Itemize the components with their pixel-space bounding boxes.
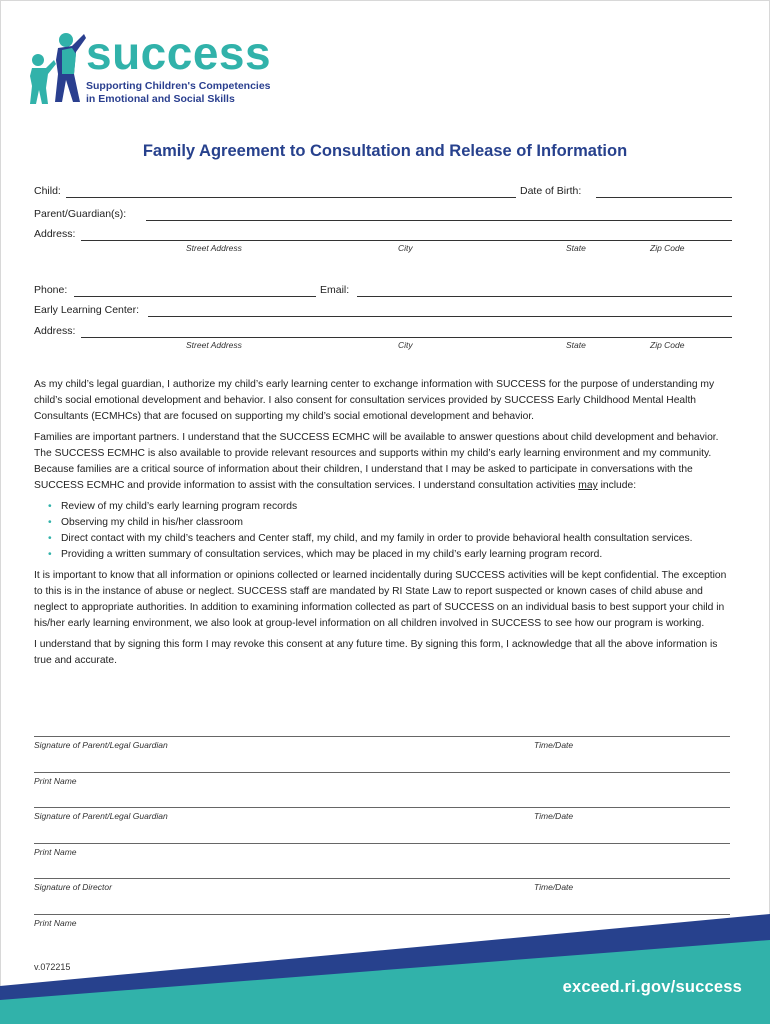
paragraph-confidentiality: It is important to know that all information or opinions collected or learned incidentally during SUCCESS activities will be kept confidential. The exception to this is in the instance of abuse or neglect. SUCCESS staff are mandated by RI State Law to report suspected or known cases of child abuse and neglect to appropriate authorities. In addition to examining information collected as part of SUCCESS on an individual basis to best support your child in his/her early learning environment, we also look at group-level information on all children involved in SUCCESS to see how our program is working. [34, 570, 727, 629]
page-title: Family Agreement to Consultation and Release of Information [142, 142, 628, 160]
state-sublabel: State [566, 243, 586, 253]
children-figures-icon [28, 30, 88, 108]
agreement-body [34, 377, 736, 674]
paragraph-authorization: As my child’s legal guardian, I authorize my child’s early learning center to exchange information with SUCCESS for the purpose of understanding my child’s social emotional development and behavior. I also consent for consultation services provided by SUCCESS Early Childhood Mental Health Consultants (ECMHCs) that are focused on supporting my child’s social emotional development and behavior. [34, 379, 715, 422]
child-label: Child: [34, 185, 61, 197]
director-signature-line[interactable] [34, 878, 730, 879]
print-name-label-2: Print Name [34, 847, 77, 857]
consultation-activities-list [34, 499, 736, 563]
guardian-signature-line-1[interactable] [34, 736, 730, 737]
zip-sublabel: Zip Code [650, 243, 685, 253]
logo-tagline-2: in Emotional and Social Skills [86, 93, 235, 105]
street-sublabel: Street Address [186, 243, 242, 253]
print-name-label-3: Print Name [34, 918, 77, 928]
email-label: Email: [320, 284, 350, 296]
print-name-line-2[interactable] [34, 843, 730, 844]
time-date-label-1: Time/Date [534, 740, 574, 750]
guardian-signature-label-2: Signature of Parent/Legal Guardian [34, 811, 168, 821]
footer-banner [0, 900, 770, 1024]
list-item: • Direct contact with my child’s teachers and Center staff, my child, and my family in order to provide behavioral health consultation services. [34, 531, 736, 547]
phone-label: Phone: [34, 284, 68, 296]
address-label: Address: [34, 228, 76, 240]
time-date-label-3: Time/Date [534, 882, 574, 892]
guardian-signature-label-1: Signature of Parent/Legal Guardian [34, 740, 168, 750]
center-address-field[interactable] [81, 337, 732, 338]
center-label: Early Learning Center: [34, 304, 140, 316]
city-sublabel-2: City [398, 340, 413, 350]
time-date-label-2: Time/Date [534, 811, 574, 821]
address-field[interactable] [81, 240, 732, 241]
print-name-line-1[interactable] [34, 772, 730, 773]
may-emphasis: may [578, 480, 598, 491]
print-name-label-1: Print Name [34, 776, 77, 786]
logo-tagline-1: Supporting Children's Competencies [86, 80, 271, 92]
paragraph-partners: Families are important partners. I understand that the SUCCESS ECMHC will be available to answer questions about child development and behavior. The SUCCESS ECMHC is also available to provide relevant resources and supports within my child’s early learning environment and my community. Because families are a critical source of information about their children, I understand that I may be asked to participate in conversations with the SUCCESS ECMHC and provide information to assist with the consultation services. I understand consultation activities may include: [34, 432, 719, 491]
dob-field[interactable] [596, 197, 732, 198]
list-item: • Review of my child’s early learning program records [34, 499, 736, 515]
zip-sublabel-2: Zip Code [650, 340, 685, 350]
center-field[interactable] [148, 316, 732, 317]
version-label: v.072215 [34, 962, 71, 972]
director-signature-label: Signature of Director [34, 882, 112, 892]
center-address-label: Address: [34, 325, 76, 337]
guardian-field[interactable] [146, 220, 732, 221]
state-sublabel-2: State [566, 340, 586, 350]
paragraph-revoke: I understand that by signing this form I may revoke this consent at any future time. By signing this form, I acknowledge that all the above information is true and accurate. [34, 639, 718, 666]
guardian-label: Parent/Guardian(s): [34, 208, 127, 220]
success-logo [28, 27, 288, 110]
guardian-signature-line-2[interactable] [34, 807, 730, 808]
dob-label: Date of Birth: [520, 185, 582, 197]
logo-wordmark: success [86, 27, 272, 79]
street-sublabel-2: Street Address [186, 340, 242, 350]
footer-url[interactable]: exceed.ri.gov/success [562, 978, 742, 996]
child-field[interactable] [66, 197, 516, 198]
list-item: • Observing my child in his/her classroom [34, 515, 736, 531]
email-field[interactable] [357, 296, 732, 297]
phone-field[interactable] [74, 296, 316, 297]
list-item: • Providing a written summary of consultation services, which may be placed in my child’s early learning program record. [34, 547, 736, 563]
city-sublabel: City [398, 243, 413, 253]
